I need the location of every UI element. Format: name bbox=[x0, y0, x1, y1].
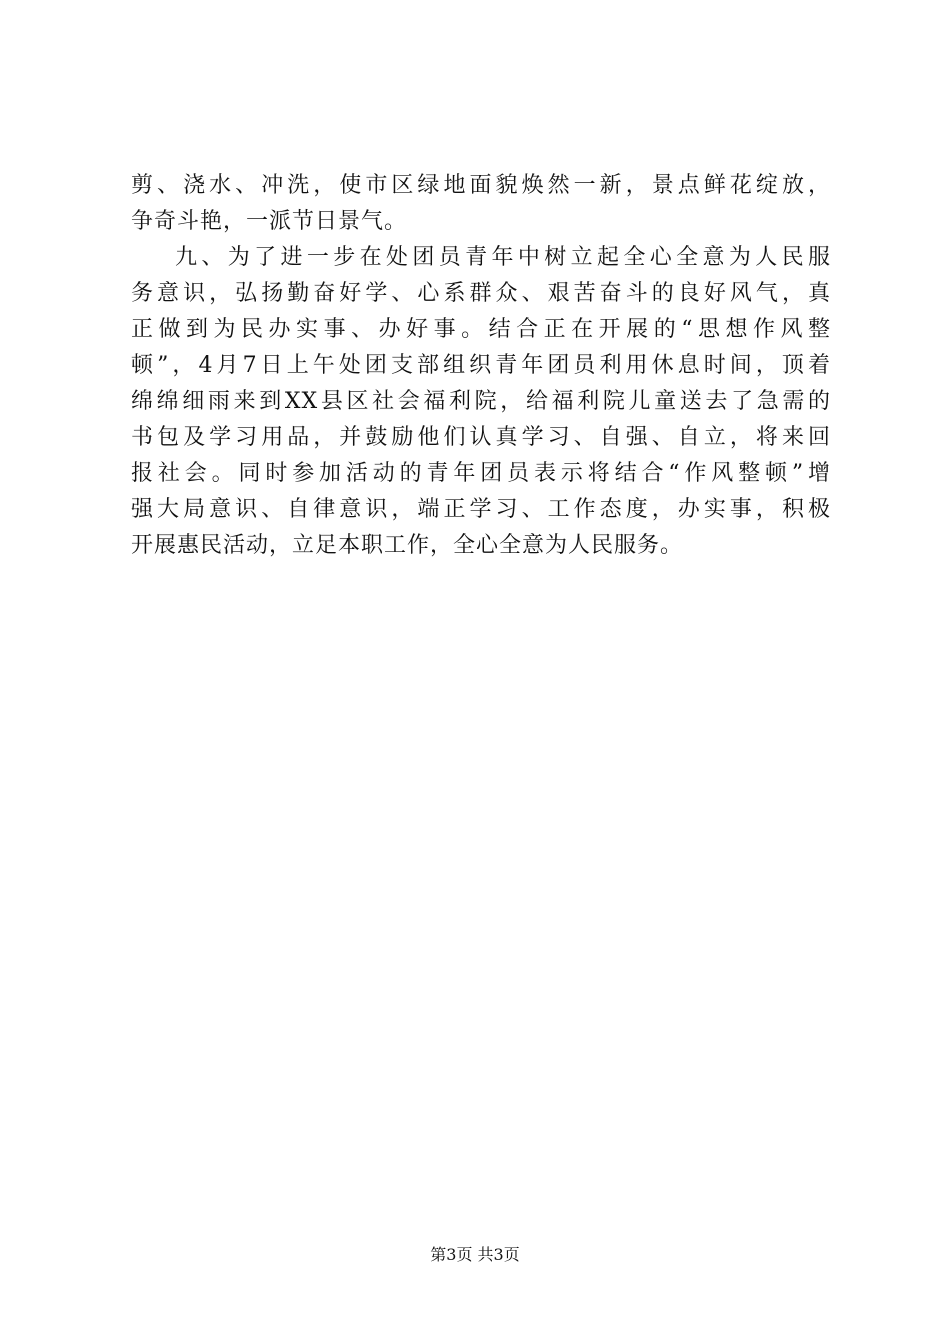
document-body bbox=[131, 168, 831, 564]
text-line-6: 顿”，4月7日上午处团支部组织青年团员利用休息时间，顶着 bbox=[131, 353, 831, 378]
text-line-4: 务意识，弘扬勤奋好学、心系群众、艰苦奋斗的良好风气，真 bbox=[131, 281, 831, 306]
text-line-8: 书包及学习用品，并鼓励他们认真学习、自强、自立，将来回 bbox=[131, 425, 831, 450]
text-line-1: 剪、浇水、冲洗，使市区绿地面貌焕然一新，景点鲜花绽放， bbox=[131, 173, 831, 198]
page-footer: 第3页 共3页 bbox=[430, 1245, 520, 1264]
text-line-7: 绵绵细雨来到XX县区社会福利院，给福利院儿童送去了急需的 bbox=[131, 389, 831, 414]
text-line-11: 开展惠民活动，立足本职工作，全心全意为人民服务。 bbox=[131, 533, 684, 558]
text-line-5: 正做到为民办实事、办好事。结合正在开展的“思想作风整 bbox=[131, 317, 831, 342]
text-line-3: 九、为了进一步在处团员青年中树立起全心全意为人民服 bbox=[175, 245, 831, 270]
text-line-9: 报社会。同时参加活动的青年团员表示将结合“作风整顿”增 bbox=[131, 461, 831, 486]
text-line-10: 强大局意识、自律意识，端正学习、工作态度，办实事，积极 bbox=[131, 497, 831, 522]
text-line-2: 争奇斗艳，一派节日景气。 bbox=[131, 209, 408, 234]
